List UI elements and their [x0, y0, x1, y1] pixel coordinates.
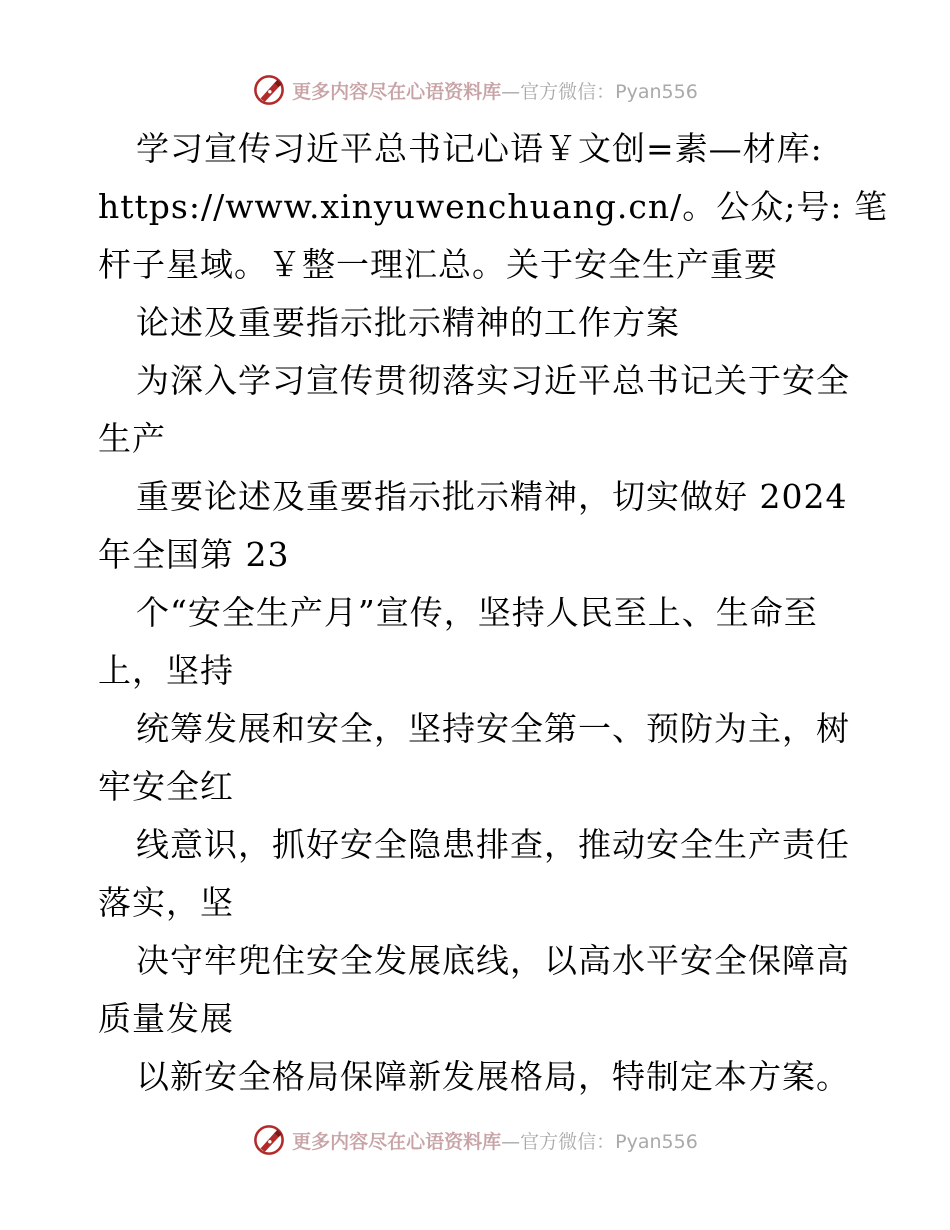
body-line: 以新安全格局保障新发展格局，特制定本方案。: [136, 1057, 850, 1096]
body-line: 学习宣传习近平总书记心语￥文创=素—材库:: [136, 129, 823, 168]
banner-main-text: 更多内容尽在心语资料库: [292, 80, 502, 103]
body-line: 牢安全红: [98, 767, 234, 806]
body-line: 年全国第 23: [98, 535, 290, 574]
body-line: 重要论述及重要指示批示精神，切实做好 2024: [136, 477, 848, 516]
body-line: 统筹发展和安全，坚持安全第一、预防为主，树: [136, 709, 850, 748]
banner-sub-text: —官方微信：Pyan556: [501, 1130, 698, 1153]
pen-nib-logo-icon: [252, 73, 286, 107]
banner-main-text: 更多内容尽在心语资料库: [292, 1130, 502, 1153]
body-line: 生产: [98, 419, 166, 458]
body-line: 论述及重要指示批示精神的工作方案: [136, 303, 680, 342]
body-line: 决守牢兜住安全发展底线，以高水平安全保障高: [136, 941, 850, 980]
body-line: 质量发展: [98, 999, 234, 1038]
document-body: [98, 120, 888, 1106]
body-line: 上，坚持: [98, 651, 234, 690]
body-line: 为深入学习宣传贯彻落实习近平总书记关于安全: [136, 361, 850, 400]
body-line: https://www.xinyuwenchuang.cn/。公众;号: 笔: [98, 187, 888, 226]
body-line: 落实，坚: [98, 883, 234, 922]
footer-watermark-banner: [0, 1120, 950, 1160]
body-line: 杆子星域。￥整一理汇总。关于安全生产重要: [98, 245, 778, 284]
body-line: 个“安全生产月”宣传，坚持人民至上、生命至: [136, 593, 818, 632]
banner-sub-text: —官方微信：Pyan556: [501, 80, 698, 103]
body-line: 线意识，抓好安全隐患排查，推动安全生产责任: [136, 825, 850, 864]
header-watermark-banner: [0, 70, 950, 110]
pen-nib-logo-icon: [252, 1123, 286, 1157]
